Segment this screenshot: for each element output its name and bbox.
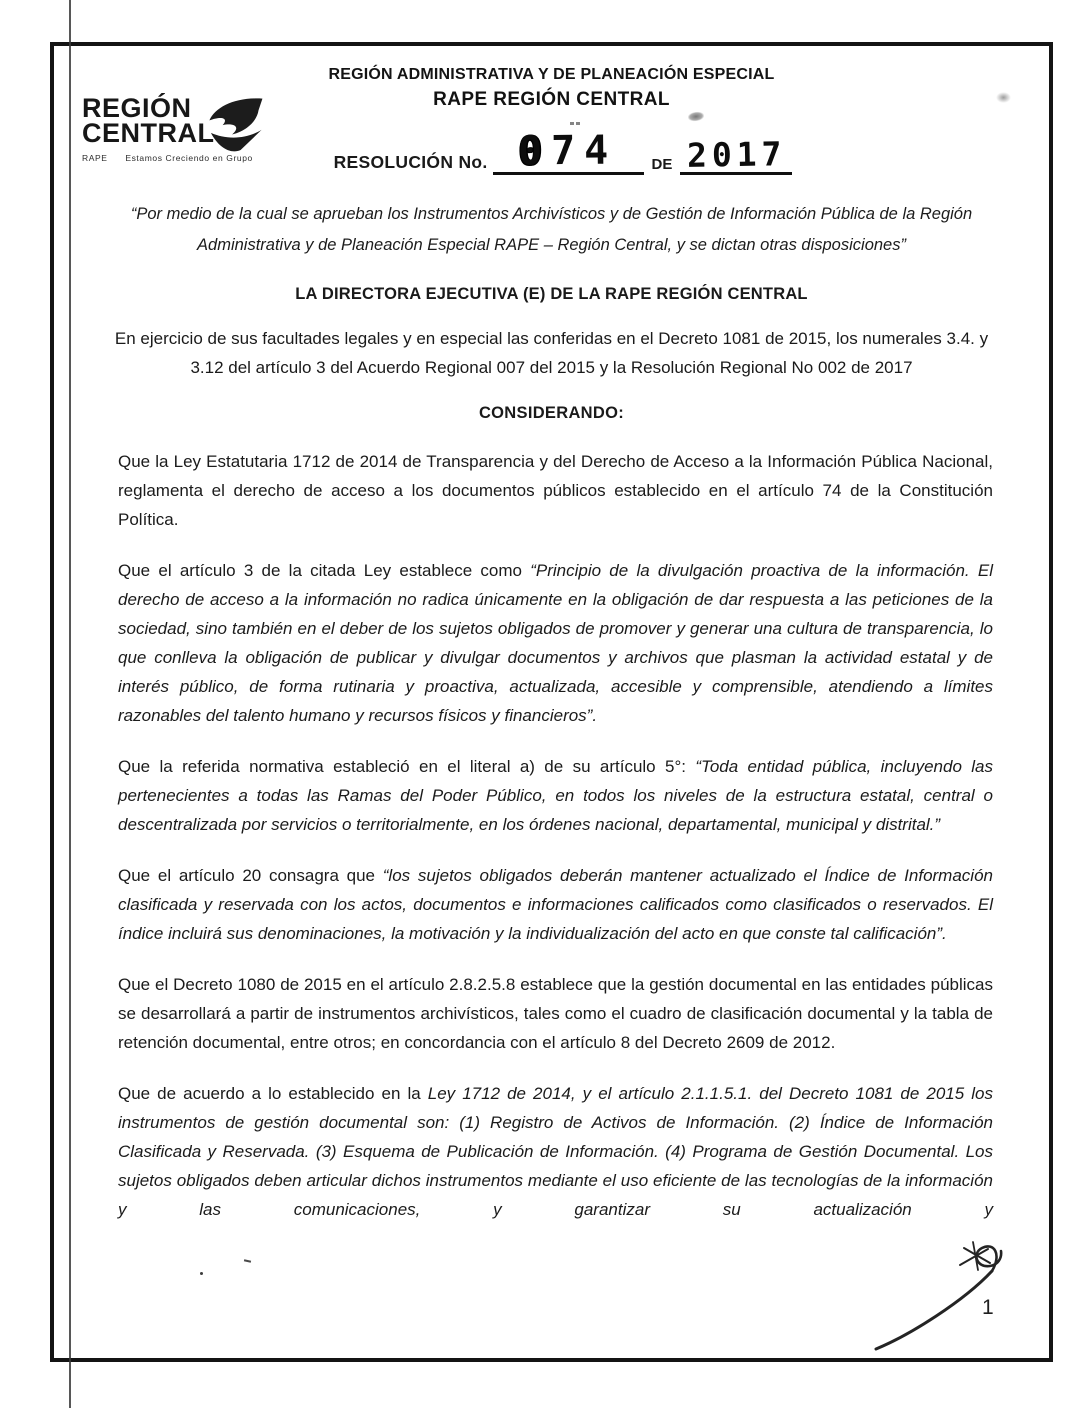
ink-smudge <box>570 122 584 125</box>
paragraph-3 <box>118 752 993 839</box>
signature-scribble <box>872 1239 1024 1355</box>
quoted-text: “los sujetos obligados deberán mantener actualizado el Índice de Información clasificada y reservada con los actos, documentos e informaciones calificados como clasificados o reservados. El índice incluirá sus denominaciones, la motivación y la individualización del acto en que conste tal calificación”. <box>118 866 993 943</box>
preamble-paragraph: En ejercicio de sus facultades legales y en especial las conferidas en el Decreto 1081 de 2015, los numerales 3.4. y 3.12 del artículo 3 del Acuerdo Regional 007 del 2015 y la Resolución Regional No 002 de 2017 <box>114 329 989 377</box>
logo-tagline: RAPE Estamos Creciendo en Grupo <box>82 153 253 163</box>
quoted-text: Ley 1712 de 2014, y el artículo 2.1.1.5.1. del Decreto 1081 de 2015 los instrumentos de gestión documental son: (1) Registro de Activos de Información. (2) Índice de Información Clasificada y Reservada. (3) Esquema de Publicación de Información. (4) Programa de Gestión Documental. Los sujetos obligados deben articular dichos instrumentos mediante el uso eficiente de las tecnologías de la información y las comunicaciones, y garantizar su actualización y <box>118 1084 993 1219</box>
stamped-resolution-number: 074 <box>518 127 618 175</box>
document-title-line2: RAPE REGIÓN CENTRAL <box>433 89 670 110</box>
quoted-text: “Toda entidad pública, incluyendo las pertenecientes a todas las Ramas del Poder Público, en todos los niveles de la estructura estatal, central o descentralizada por servicios o territorialmente, en los órdenes nacional, departamental, municipal y distrital.” <box>118 757 993 834</box>
scanned-page-frame <box>50 42 1053 1362</box>
paragraph-5 <box>118 970 993 1057</box>
quoted-text: “Principio de la divulgación proactiva de la información. El derecho de acceso a la información no radica únicamente en la obligación de dar respuesta a las peticiones de la sociedad, sino también en el deber de los sujetos obligados de promover y generar una cultura de transparencia, lo que conlleva la obligación de publicar y divulgar documentos y archivos que plasman la actividad estatal y de interés público, de forma rutinaria y proactiva, actualizada, accesible y comprensible, atendiendo a límites razonables del talento humano y recursos físicos y financieros”. <box>118 561 993 725</box>
resolution-label: RESOLUCIÓN No. <box>333 152 488 172</box>
stamped-resolution-year: 2017 <box>686 134 787 175</box>
paragraph-text: Que la referida normativa estableció en el literal a) de su artículo 5°: <box>118 757 696 776</box>
paragraph-1 <box>118 447 993 534</box>
resolution-year-blank <box>680 134 792 175</box>
paragraph-text: Que el artículo 20 consagra que <box>118 866 383 885</box>
ink-smudge <box>687 111 704 122</box>
scan-fold-line <box>69 0 71 1408</box>
logo-word-central: CENTRAL <box>82 118 215 148</box>
ink-smudge <box>996 92 1011 103</box>
paragraph-text: Que de acuerdo a lo establecido en la <box>118 1084 428 1103</box>
ink-speck <box>244 1259 251 1262</box>
document-title-line1: REGIÓN ADMINISTRATIVA Y DE PLANEACIÓN ESPECIAL <box>328 66 775 83</box>
considerando-body <box>54 447 1049 1224</box>
resolution-number-blank <box>493 127 644 175</box>
de-label: DE <box>651 156 673 173</box>
paragraph-2 <box>118 556 993 730</box>
resolution-number-row <box>68 118 1063 175</box>
logo-word-region: REGIÓN <box>82 93 192 123</box>
ink-speck <box>200 1272 203 1275</box>
page-number: 1 <box>982 1296 994 1319</box>
paragraph-4 <box>118 861 993 948</box>
considerando-heading: CONSIDERANDO: <box>478 404 625 422</box>
paragraph-text: Que el artículo 3 de la citada Ley establece como <box>118 561 531 580</box>
paragraph-text: Que el Decreto 1080 de 2015 en el artículo 2.8.2.5.8 establece que la gestión documental en las entidades públicas se desarrollará a partir de instrumentos archivísticos, tales como el cuadro de clasificación documental y la tabla de retención documental, entre otros; en concordancia con el artículo 8 del Decreto 2609 de 2012. <box>118 975 993 1052</box>
issuing-authority-heading: LA DIRECTORA EJECUTIVA (E) DE LA RAPE REGIÓN CENTRAL <box>295 285 808 303</box>
resolution-subject: “Por medio de la cual se aprueban los Instrumentos Archivísticos y de Gestión de Información Pública de la Región Administrativa y de Planeación Especial RAPE – Región Central, y se dictan otras disposiciones” <box>130 205 973 254</box>
paragraph-6 <box>118 1079 993 1224</box>
paragraph-text: Que la Ley Estatutaria 1712 de 2014 de Transparencia y del Derecho de Acceso a la Información Pública Nacional, reglamenta el derecho de acceso a los documentos públicos establecido en el artículo 74 de la Constitución Política. <box>118 452 993 529</box>
